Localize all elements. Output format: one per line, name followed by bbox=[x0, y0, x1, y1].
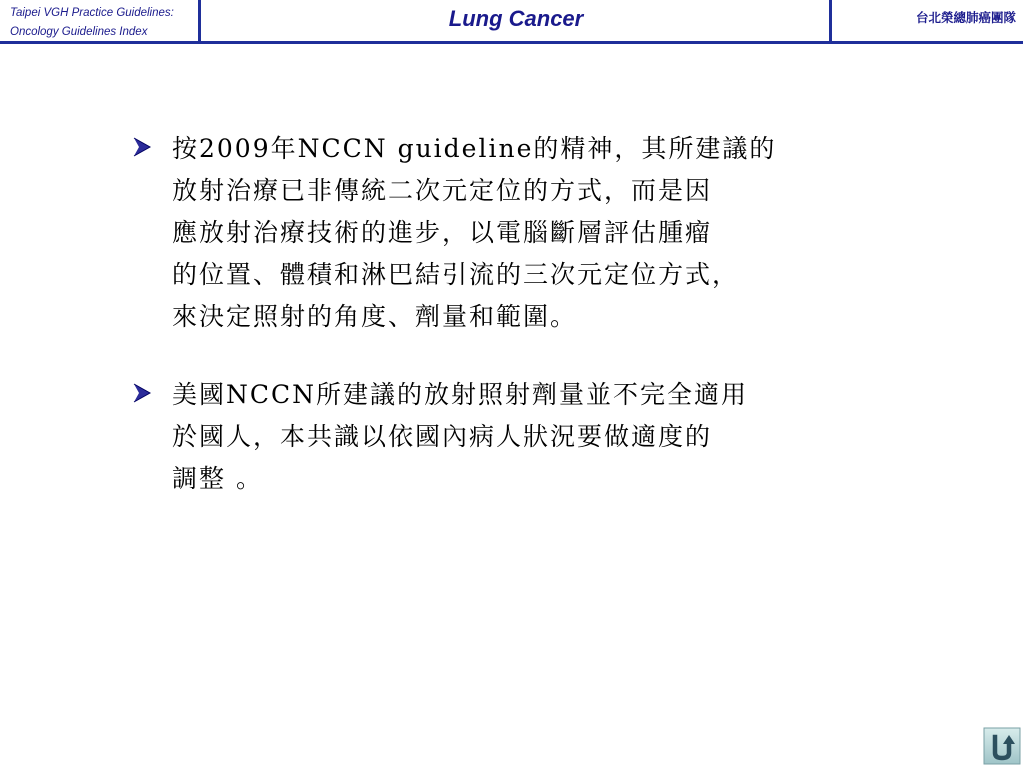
bullet-line: 美國NCCN所建議的放射照射劑量並不完全適用 bbox=[172, 380, 749, 409]
header-bar bbox=[0, 0, 1023, 46]
bullet-text bbox=[172, 128, 892, 338]
slide-content bbox=[130, 128, 910, 536]
header-divider-left bbox=[198, 0, 201, 44]
bullet-line: 按2009年NCCN guideline的精神，其所建議的 bbox=[172, 134, 777, 163]
header-divider-right bbox=[829, 0, 832, 44]
arrow-bullet-icon bbox=[132, 136, 152, 158]
guidelines-index-label[interactable] bbox=[10, 4, 198, 42]
header-underline bbox=[0, 41, 1023, 44]
return-arrow-icon[interactable] bbox=[983, 727, 1021, 765]
bullet-line: 於國人，本共識以依國內病人狀況要做適度的 bbox=[172, 422, 713, 451]
bullet-line: 應放射治療技術的進步，以電腦斷層評估腫瘤 bbox=[172, 218, 713, 247]
page-title: Lung Cancer bbox=[448, 6, 584, 31]
bullet-item bbox=[130, 128, 910, 338]
bullet-line: 調整 。 bbox=[172, 464, 263, 493]
bullet-line: 的位置、體積和淋巴結引流的三次元定位方式， bbox=[172, 260, 740, 289]
guidelines-index-line: Oncology Guidelines Index bbox=[10, 26, 148, 38]
bullet-line: 放射治療已非傳統二次元定位的方式，而是因 bbox=[172, 176, 713, 205]
bullet-text bbox=[172, 374, 892, 500]
team-name: 台北榮總肺癌團隊 bbox=[915, 10, 1016, 25]
guidelines-title-line: Taipei VGH Practice Guidelines: bbox=[10, 7, 174, 19]
bullet-item bbox=[130, 374, 910, 500]
bullet-line: 來決定照射的角度、劑量和範圍。 bbox=[172, 302, 578, 331]
arrow-bullet-icon bbox=[132, 382, 152, 404]
